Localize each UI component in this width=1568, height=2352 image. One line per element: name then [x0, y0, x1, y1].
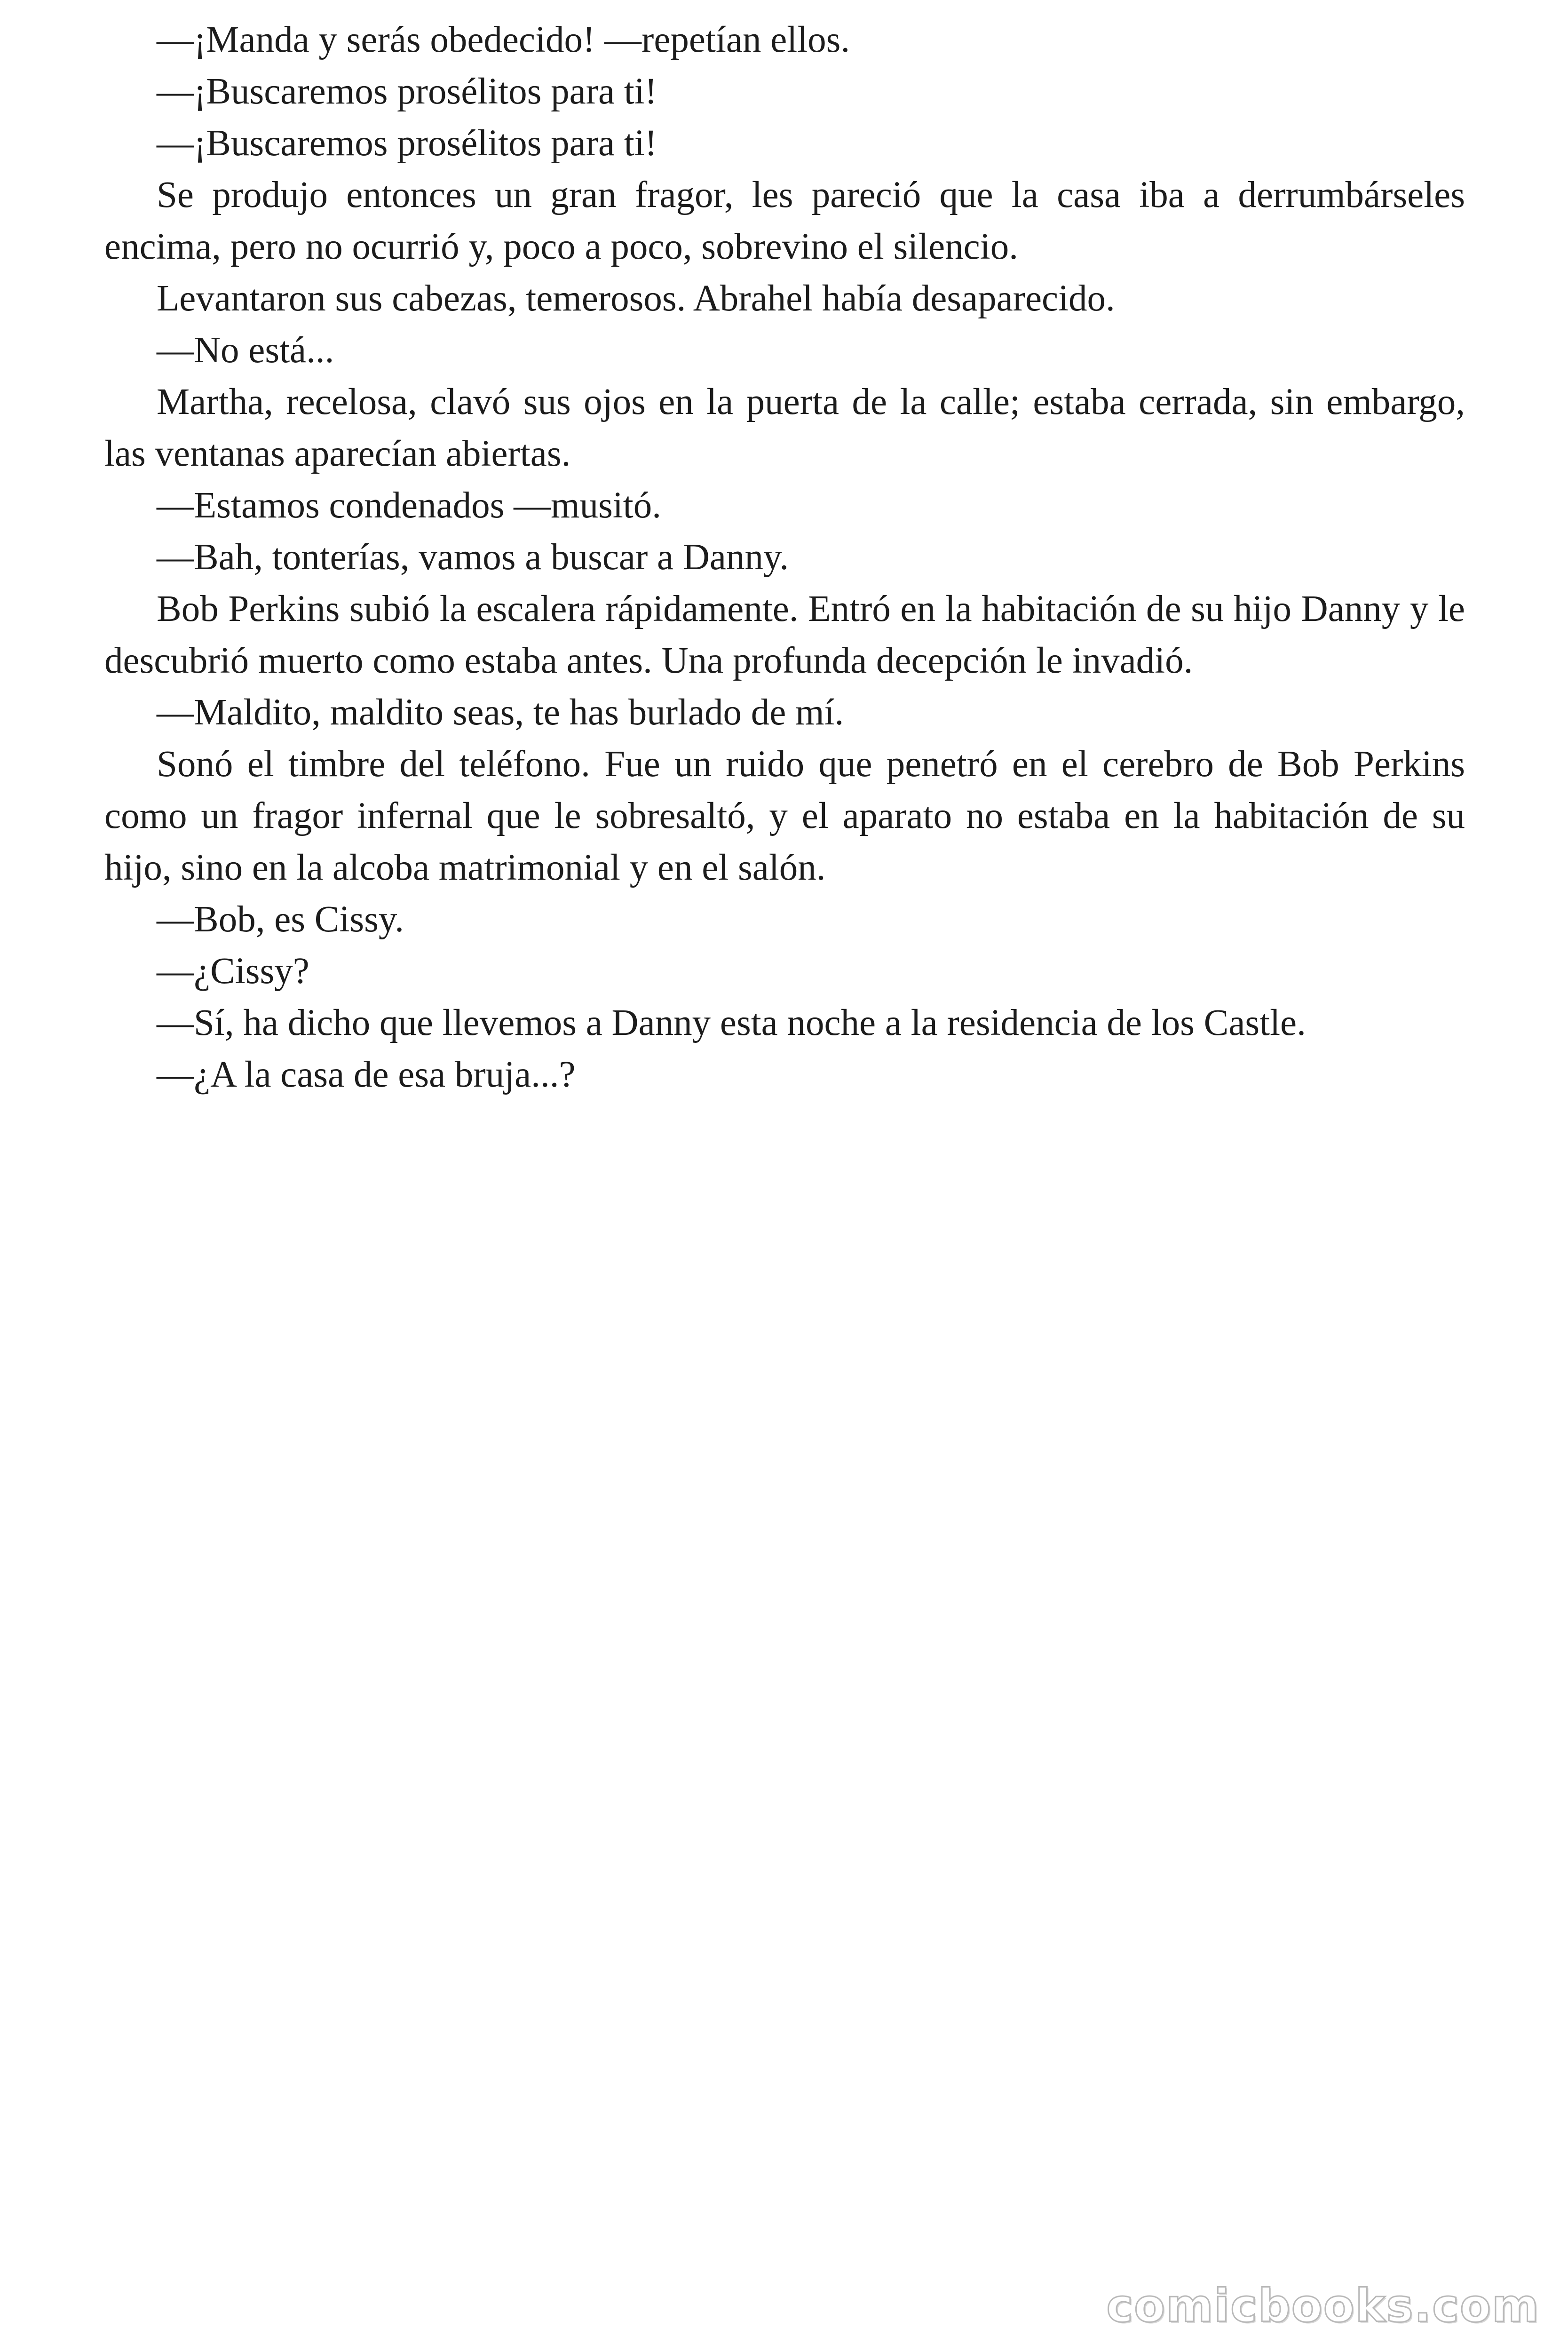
paragraph: —Bob, es Cissy.: [157, 899, 404, 940]
paragraph: Bob Perkins subió la escalera rápidamente. Entró en la habitación de su hijo Danny y le descubrió muerto como estaba antes. Una profunda decepción le invadió.: [104, 588, 1465, 681]
paragraph: Martha, recelosa, clavó sus ojos en la puerta de la calle; estaba cerrada, sin embargo, las ventanas aparecían abiertas.: [104, 381, 1465, 474]
paragraph: —Estamos condenados —musitó.: [157, 485, 661, 526]
watermark: comicbooks.com: [1106, 2280, 1540, 2332]
paragraph: —¿Cissy?: [157, 951, 309, 992]
paragraph: —¡Buscaremos prosélitos para ti!: [157, 123, 657, 164]
paragraph: —¡Manda y serás obedecido! —repetían ellos.: [157, 19, 850, 60]
paragraph: —Bah, tonterías, vamos a buscar a Danny.: [157, 537, 789, 578]
paragraph: —¡Buscaremos prosélitos para ti!: [157, 71, 657, 112]
paragraph: —No está...: [157, 330, 334, 371]
paragraph: —Maldito, maldito seas, te has burlado de mí.: [157, 692, 844, 733]
paragraph: Levantaron sus cabezas, temerosos. Abrahel había desaparecido.: [157, 278, 1115, 319]
paragraph: Sonó el timbre del teléfono. Fue un ruido que penetró en el cerebro de Bob Perkins como un fragor infernal que le sobresaltó, y el aparato no estaba en la habitación de su hijo, sino en la alcoba matrimonial y en el salón.: [104, 744, 1465, 888]
paragraph: —Sí, ha dicho que llevemos a Danny esta noche a la residencia de los Castle.: [157, 1002, 1306, 1043]
paragraph: Se produjo entonces un gran fragor, les pareció que la casa iba a derrumbárseles encima, pero no ocurrió y, poco a poco, sobrevino el silencio.: [104, 175, 1465, 267]
body-text: [104, 14, 1465, 1101]
paragraph: —¿A la casa de esa bruja...?: [157, 1054, 576, 1095]
